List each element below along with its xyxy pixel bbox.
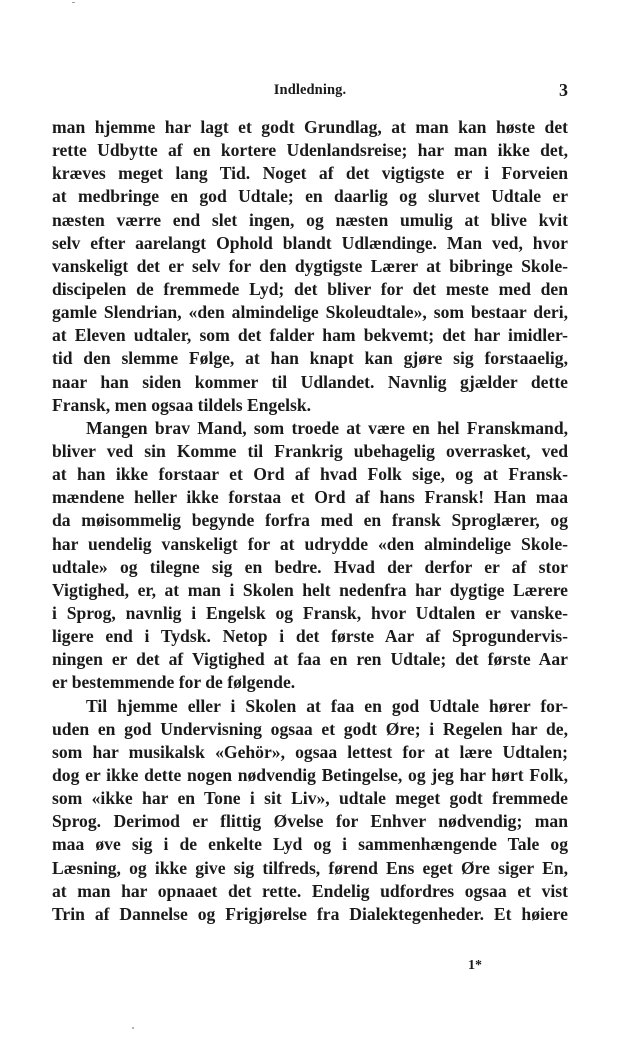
- text-line: at Eleven udtaler, som det falder ham bekvemt; det har imidler-: [52, 325, 568, 346]
- text-line: at medbringe en god Udtale; en daarlig og slurvet Udtale er: [52, 186, 568, 207]
- running-head: [52, 82, 568, 102]
- text-line: udtale» og tilegne sig en bedre. Hvad der derfor er af stor: [52, 556, 568, 577]
- text-line: har uendelig vanskeligt for at udrydde «den almindelige Skole-: [52, 533, 568, 554]
- text-line: uden en god Undervisning ogsaa et godt Øre; i Regelen har de,: [52, 718, 568, 739]
- text-line: Læsning, og ikke give sig tilfreds, førend Ens eget Øre siger En,: [52, 857, 568, 878]
- text-line: da møisommelig begynde forfra med en fransk Sproglærer, og: [52, 510, 568, 531]
- text-line: bliver ved sin Komme til Frankrig ubehagelig overrasket, ved: [52, 440, 568, 461]
- text-line: i Sprog, navnlig i Engelsk og Fransk, hvor Udtalen er vanske-: [52, 602, 568, 623]
- text-line: mændene heller ikke forstaa et Ord af hans Fransk! Han maa: [52, 487, 568, 508]
- text-line: discipelen de fremmede Lyd; det bliver for det meste med den: [52, 278, 568, 299]
- text-line: er bestemmende for de følgende.: [52, 672, 296, 693]
- text-line: som «ikke har en Tone i sit Liv», udtale meget godt fremmede: [52, 788, 568, 809]
- text-line: vanskeligt det er selv for den dygtigste Lærer at bibringe Skole-: [52, 255, 568, 276]
- page-number: 3: [559, 80, 568, 100]
- text-line: gamle Slendrian, «den almindelige Skoleudtale», som bestaar deri,: [52, 302, 568, 323]
- text-line: Mangen brav Mand, som troede at være en hel Franskmand,: [86, 417, 568, 438]
- text-line: man hjemme har lagt et godt Grundlag, at man kan høste det: [52, 117, 568, 137]
- text-line: som har musikalsk «Gehör», ogsaa lettest for at lære Udtalen;: [52, 741, 568, 762]
- text-line: kræves meget lang Tid. Noget af det vigtigste er i Forveien: [52, 163, 568, 184]
- signature-mark: 1*: [468, 958, 482, 973]
- body-text: [52, 116, 568, 926]
- text-line: Vigtighed, er, at man i Skolen helt nedenfra har dygtige Lærere: [52, 579, 568, 600]
- text-line: rette Udbytte af en kortere Udenlandsreise; har man ikke det,: [52, 140, 568, 161]
- text-line: Fransk, men ogsaa tildels Engelsk.: [52, 394, 312, 415]
- text-line: næsten værre end slet ingen, og næsten umulig at blive kvit: [52, 209, 568, 230]
- text-line: Trin af Dannelse og Frigjørelse fra Dialektegenheder. Et høiere: [52, 903, 568, 924]
- text-line: at man har opnaaet det rette. Endelig udfordres ogsaa et vist: [52, 880, 568, 901]
- text-line: dog er ikke dette nogen nødvendig Betingelse, og jeg har hørt Folk,: [52, 764, 568, 785]
- text-line: maa øve sig i de enkelte Lyd og i sammenhængende Tale og: [52, 834, 568, 855]
- text-line: ligere end i Tydsk. Netop i det første Aar af Sprogundervis-: [52, 626, 568, 647]
- paper-speck: [132, 1027, 134, 1029]
- running-title: Indledning.: [273, 82, 347, 98]
- text-line: naar han siden kommer til Udlandet. Navnlig gjælder dette: [52, 371, 568, 392]
- text-line: Til hjemme eller i Skolen at faa en god Udtale hører for-: [86, 695, 568, 716]
- text-line: at han ikke forstaar et Ord af hvad Folk sige, og at Fransk-: [52, 464, 568, 485]
- paper-speck: [72, 2, 75, 3]
- text-line: ningen er det af Vigtighed at faa en ren Udtale; det første Aar: [52, 649, 568, 670]
- text-line: selv efter aarelangt Ophold blandt Udlændinge. Man ved, hvor: [52, 232, 568, 253]
- text-line: Sprog. Derimod er flittig Øvelse for Enhver nødvendig; man: [52, 811, 568, 832]
- text-line: tid den slemme Følge, at han knapt kan gjøre sig forstaaelig,: [52, 348, 568, 369]
